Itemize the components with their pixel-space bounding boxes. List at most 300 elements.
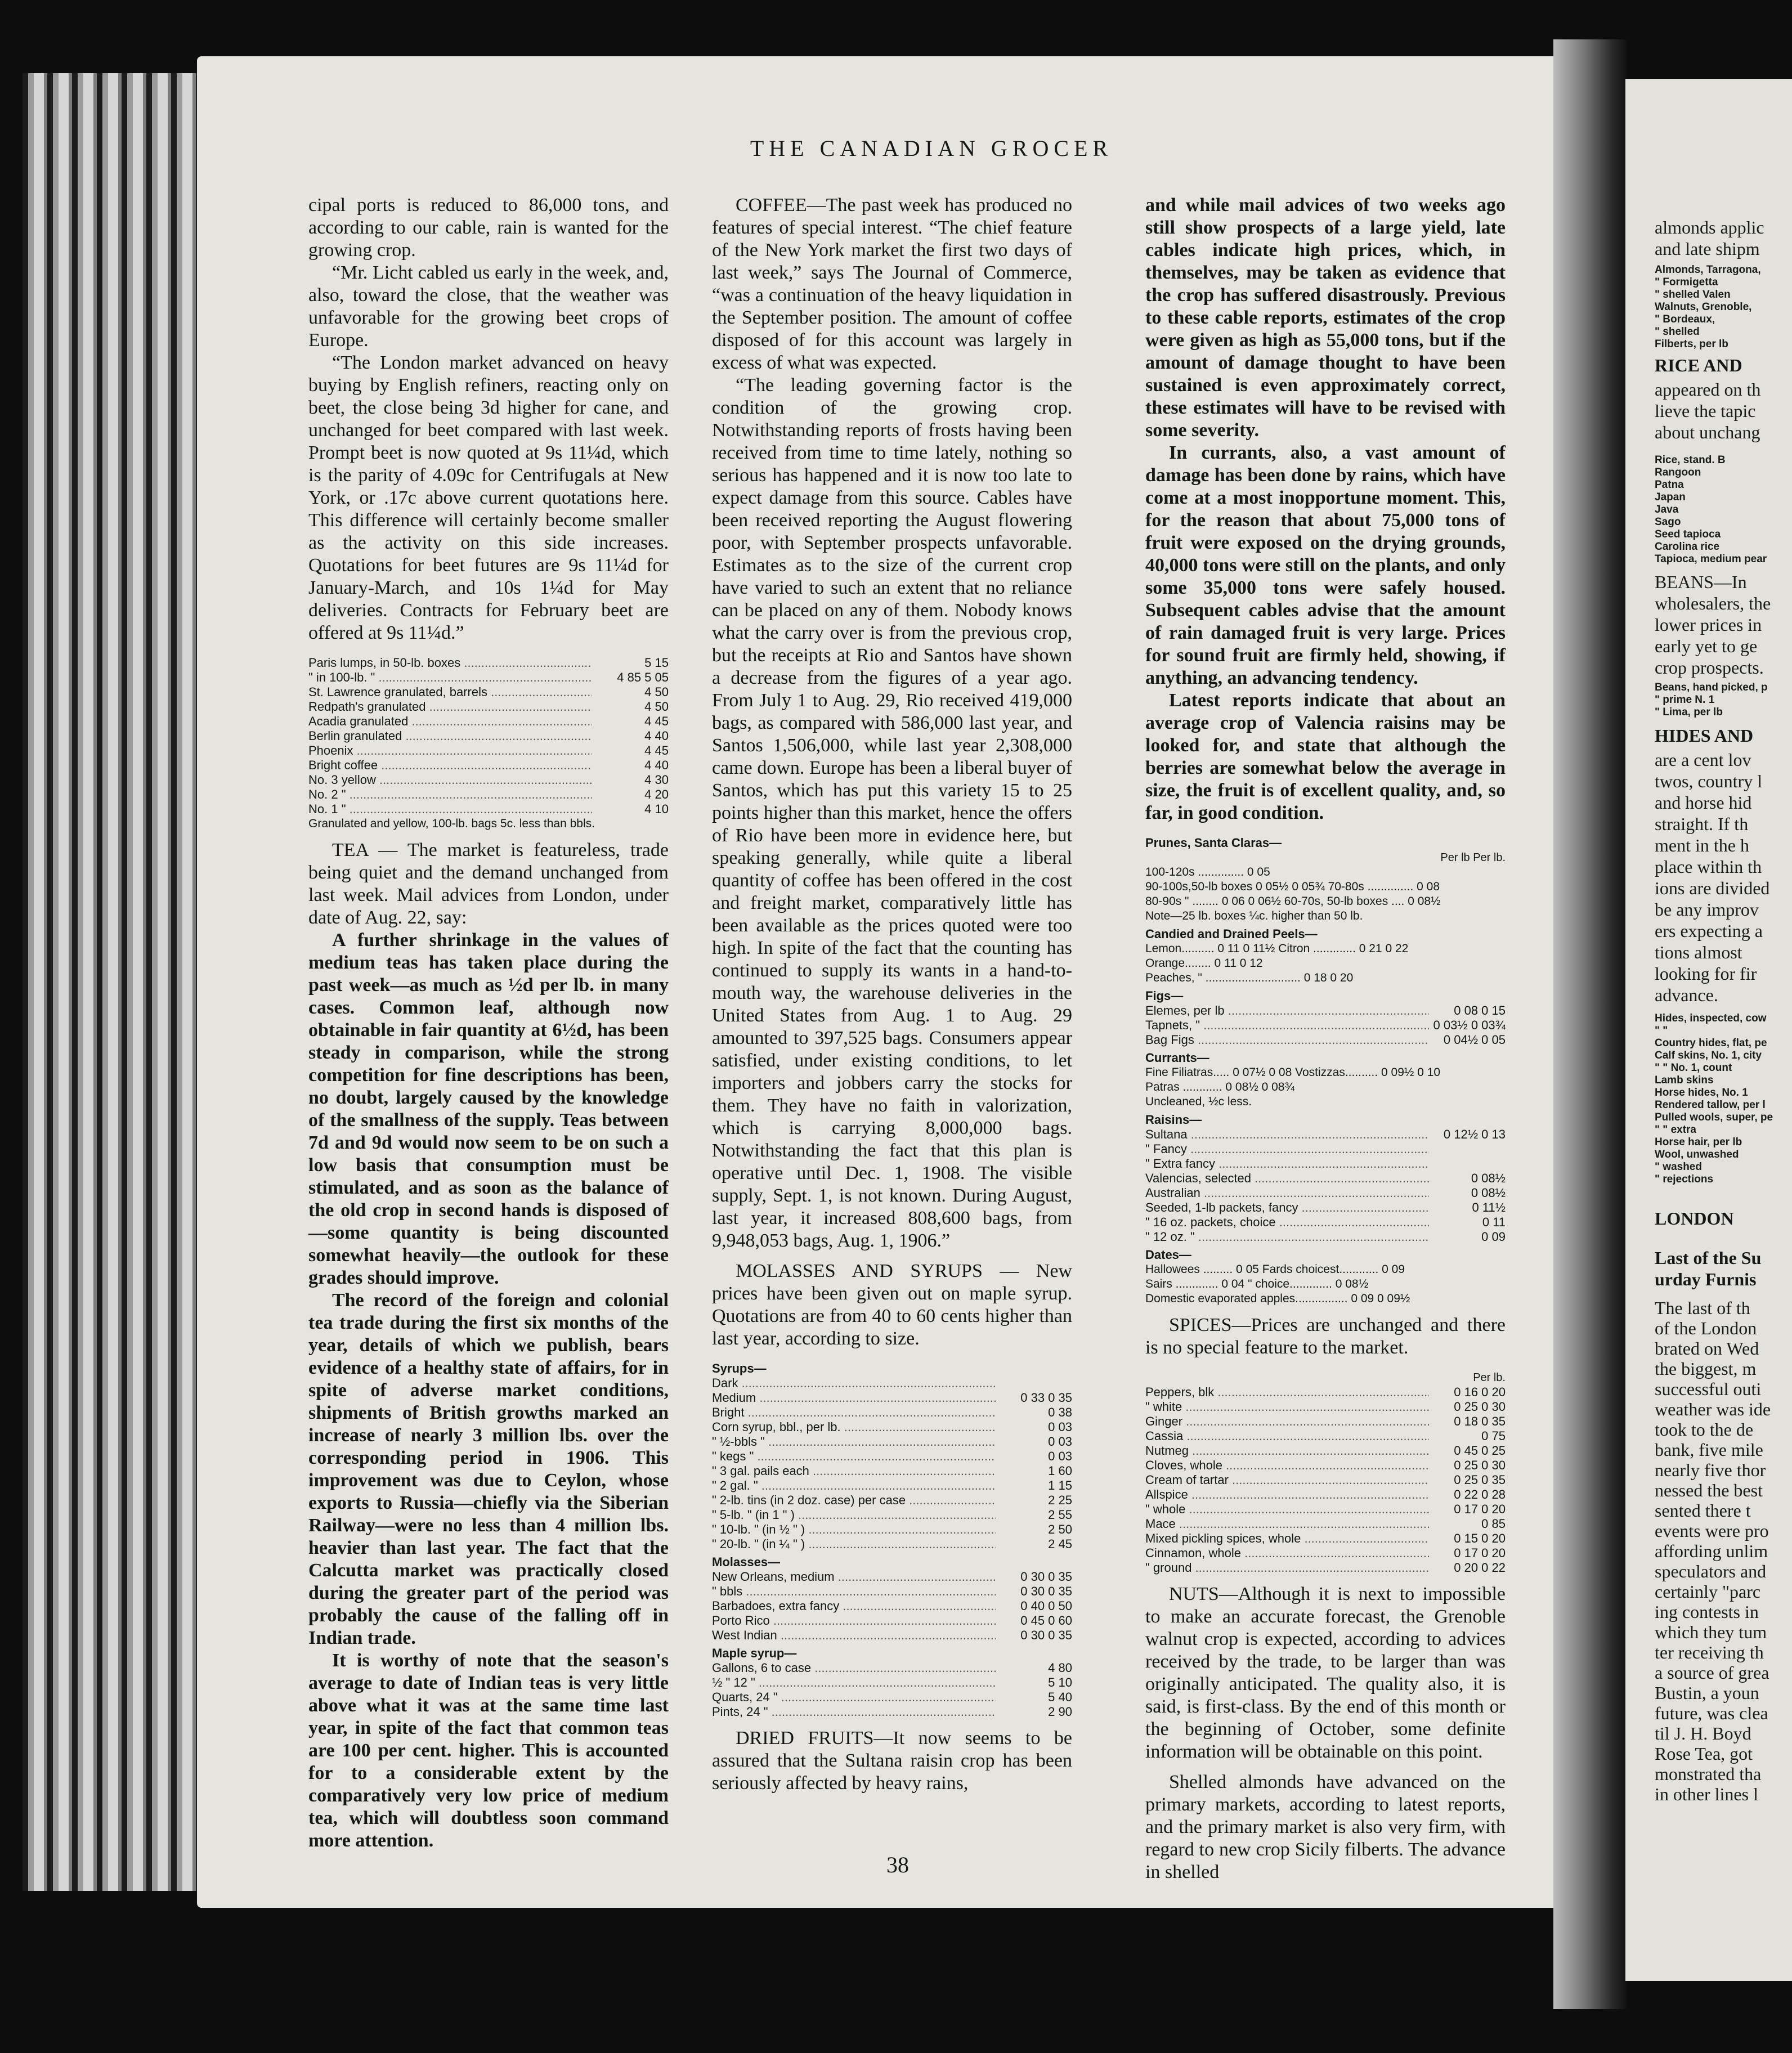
item-price: 2 50 [1048,1522,1072,1536]
row-text: 80-90s " ........ 0 06 0 06½ 60-70s, 50-lb boxes .... 0 08½ [1145,895,1441,908]
table-row [712,1628,1072,1643]
item-price: 0 11 [1482,1215,1506,1229]
item-price: 0 85 [1481,1517,1506,1531]
table-row [1145,971,1506,985]
item-name: Cloves, whole ..... [1145,1458,1429,1473]
section-heading: HIDES AND [1655,725,1754,746]
text-line: and horse hid [1655,792,1752,813]
item-name: Bag Figs ..... [1145,1033,1429,1047]
item-price: 0 08½ [1471,1186,1506,1200]
item-name: Quarts, 24 " ..... [712,1690,996,1705]
table-row [712,1613,1072,1628]
paragraph: cipal ports is reduced to 86,000 tons, and according to our cable, rain is wanted for the growing crop. [308,195,669,261]
row-text: Patras ............ 0 08½ 0 08¾ [1145,1081,1294,1093]
table-row [308,670,669,685]
item-price [1429,1157,1506,1171]
item-name: " 3 gal. pails each ..... [712,1464,996,1478]
table-heading: Candied and Drained Peels— [1145,927,1318,941]
price-line: Japan [1655,491,1686,503]
table-row [712,1405,1072,1420]
item-name: Dark ..... [712,1376,996,1391]
book-page-edges [23,73,203,1891]
table-heading: Maple syrup— [712,1646,797,1660]
item-price: 4 45 [644,743,669,757]
text-line: ment in the h [1655,835,1749,855]
item-name: Cassia ..... [1145,1429,1429,1444]
item-price: 4 45 [644,714,669,728]
price-line: Rangoon [1655,467,1701,478]
table-row [308,787,669,802]
table-heading: Dates— [1145,1248,1191,1262]
item-price: 4 85 5 05 [617,670,669,684]
item-name: Cream of tartar ..... [1145,1473,1429,1487]
text-line: sented there t [1655,1500,1751,1521]
table-row [1145,1561,1506,1575]
item-price: 1 15 [1048,1478,1072,1492]
table-row [1145,1065,1506,1080]
text-line: affording unlim [1655,1541,1768,1561]
spices-paragraph: SPICES—Prices are unchanged and there is no special feature to the market. [1145,1315,1506,1358]
item-name: Paris lumps, in 50-lb. boxes ..... [308,656,592,670]
price-line: " " No. 1, count [1655,1062,1732,1074]
text-line: successful outi [1655,1379,1762,1399]
item-name: Phoenix ..... [308,743,592,758]
table-row [308,802,669,817]
row-text: Lemon.......... 0 11 0 11½ Citron ............. 0 21 0 22 [1145,942,1409,955]
tea-paragraph: TEA — The market is featureless, trade being quiet and the demand unchanged from last week. Mail advices from London, under date of Aug. 22, say: [308,840,669,928]
table-row [1145,1186,1506,1200]
price-line: Seed tapioca [1655,528,1721,540]
text-line: and late shipm [1655,239,1760,259]
row-text: Sairs ............. 0 04 " choice............. 0 08½ [1145,1277,1369,1290]
text-line: speculators and [1655,1561,1767,1581]
item-name: Tapnets, " ..... [1145,1018,1429,1033]
table-row [712,1675,1072,1690]
price-line: Rendered tallow, per l [1655,1099,1766,1111]
text-line: wholesalers, the [1655,593,1771,613]
text-line: lower prices in [1655,615,1762,635]
item-name: Pints, 24 " ..... [712,1705,996,1719]
table-row [1145,1429,1506,1444]
item-price: 4 50 [644,700,669,714]
table-heading: Syrups— [712,1361,767,1375]
text-line: ions are divided [1655,878,1770,898]
item-name: ½ " 12 " ..... [712,1675,996,1690]
text-line: ing contests in [1655,1602,1759,1622]
item-price: 0 30 0 35 [1020,1584,1072,1598]
item-name: " ground ..... [1145,1561,1429,1575]
per-lb-label: Per lb. [1473,1371,1506,1384]
text-line: brated on Wed [1655,1338,1759,1359]
item-name: Bright ..... [712,1405,996,1420]
price-line: " " extra [1655,1124,1696,1136]
table-row [712,1508,1072,1522]
table-row [1145,1230,1506,1244]
price-line: " Bordeaux, [1655,313,1715,325]
text-line: monstrated tha [1655,1764,1762,1784]
item-price: 0 03 [1048,1449,1072,1463]
item-price: 2 90 [1048,1705,1072,1719]
item-name: Berlin granulated ..... [308,729,592,743]
right-page-fragment [1625,79,1792,1981]
item-price: 0 22 0 28 [1454,1487,1506,1501]
item-price: 0 25 0 30 [1454,1458,1506,1472]
item-price: 0 25 0 30 [1454,1400,1506,1414]
table-row [308,685,669,700]
text-line: Rose Tea, got [1655,1743,1753,1764]
item-name: Mixed pickling spices, whole ..... [1145,1531,1429,1546]
section-heading: RICE AND [1655,355,1742,375]
item-name: Elemes, per lb ..... [1145,1003,1429,1018]
item-price: 2 55 [1048,1508,1072,1522]
item-name: Seeded, 1-lb packets, fancy ..... [1145,1200,1429,1215]
item-name: " Extra fancy ..... [1145,1157,1429,1171]
table-row [1145,1531,1506,1546]
text-line: early yet to ge [1655,636,1758,656]
row-text: Orange........ 0 11 0 12 [1145,957,1263,970]
table-row [712,1522,1072,1537]
item-name: Redpath's granulated ..... [308,700,592,714]
item-price: 0 08 0 15 [1454,1003,1506,1017]
table-row [712,1661,1072,1675]
syrup-price-table [712,1361,1072,1719]
item-name: New Orleans, medium ..... [712,1570,996,1584]
table-row [1145,1215,1506,1230]
row-text: 100-120s .............. 0 05 [1145,866,1270,878]
item-price [996,1376,1072,1391]
section-heading: Last of the Su [1655,1248,1762,1268]
section-heading: LONDON [1655,1208,1734,1229]
item-name: Australian ..... [1145,1186,1429,1200]
page-number: 38 [886,1852,909,1877]
tea-quote-2: The record of the foreign and colonial tea trade during the first six months of the year, details of which we publish, bears evidence of a healthy state of affairs, for in spite of adverse market conditions, shipments of British growths marked an increase of nearly 3 million lbs. over the corresponding period in 1906. This improvement was due to Ceylon, whose exports to Russia—chiefly via the Siberian Railway—were no less than 4 million lbs. heavier than last year. The fact that the Calcutta market was practically closed during the greater part of the period was probably the cause of the falling off in Indian trade. [308,1290,669,1648]
table-row [1145,1458,1506,1473]
table-row [1145,1127,1506,1142]
item-price: 0 12½ 0 13 [1443,1127,1506,1141]
row-text: Uncleaned, ½c less. [1145,1095,1252,1108]
text-line: twos, country l [1655,771,1763,791]
table-row [1145,1171,1506,1186]
table-row [308,743,669,758]
item-price: 0 18 0 35 [1454,1414,1506,1428]
table-row [308,773,669,787]
table-row [1145,1262,1506,1277]
table-row [712,1478,1072,1493]
paragraph: and while mail advices of two weeks ago still show prospects of a large yield, late cables indicate high prices, which, in themselves, may be taken as evidence that the crop has suffered disastrously. Previous to these cable reports, estimates of the crop were given as high as 55,000 tons, but if the amount of damage thought to have been sustained is even approximately correct, these estimates will have to be revised with some severity. [1145,195,1506,441]
table-row [308,729,669,743]
table-row [712,1570,1072,1584]
table-row [1145,1080,1506,1095]
table-row [1145,1400,1506,1414]
item-name: No. 2 " ..... [308,787,592,802]
text-line: place within th [1655,857,1762,877]
table-row [308,714,669,729]
table-row [1145,1200,1506,1215]
item-price: 0 16 0 20 [1454,1385,1506,1399]
item-name: Allspice ..... [1145,1487,1429,1502]
item-name: " 2 gal. " ..... [712,1478,996,1493]
spices-price-table [1145,1370,1506,1575]
item-name: Bright coffee ..... [308,758,592,773]
text-line: events were pro [1655,1521,1769,1541]
item-price: 4 30 [644,773,669,787]
table-row [308,700,669,714]
table-row [308,758,669,773]
price-line: " " [1655,1025,1668,1037]
item-name: Medium ..... [712,1391,996,1405]
price-line: Patna [1655,479,1684,491]
column-1 [308,194,669,1852]
text-line: appeared on th [1655,379,1761,400]
item-price: 0 09 [1481,1230,1506,1244]
item-price: 5 10 [1048,1675,1072,1689]
table-row [1145,894,1506,909]
table-row [712,1705,1072,1719]
item-name: No. 3 yellow ..... [308,773,592,787]
item-price: 5 40 [1048,1690,1072,1704]
item-price: 0 17 0 20 [1454,1502,1506,1516]
price-line: Country hides, flat, pe [1655,1037,1767,1049]
item-price: 0 15 0 20 [1454,1531,1506,1545]
item-name: " whole ..... [1145,1502,1429,1517]
item-name: " 12 oz. " ..... [1145,1230,1429,1244]
item-price: 0 38 [1048,1405,1072,1419]
table-row [712,1449,1072,1464]
item-name: Porto Rico ..... [712,1613,996,1628]
item-price: 0 03½ 0 03¾ [1433,1018,1506,1032]
coffee-quote: “The leading governing factor is the condition of the growing crop. Notwithstanding reports of frosts having been received from time to time lately, nothing so serious has happened and it is now too late to expect damage from this source. Cables have been received reporting the August flowering poor, with September prospects unfavorable. Estimates as to the size of the current crop have varied to such an extent that no reliance can be placed on any of them. Nobody knows what the carry over is from the previous crop, but the receipts at Rio and Santos have shown a decrease from the figures of a year ago. From July 1 to Aug. 29, Rio received 419,000 bags, as compared with 586,000 last year, and Santos 1,506,000, while last year 2,308,000 came down. Europe has been a liberal buyer of Santos, which has put this variety 15 to 25 points higher than this market, hence the offers of Rio have been more in evidence here, but speaking generally, while quite a liberal quantity of coffee has been offered in the cost and freight market, comparatively little has been available as the prices quoted were too high. In spite of the fact that the counting has continued to supply its wants in a hand-to-mouth way, the warehouse deliveries in the United States from Aug. 1 to Aug. 29 amounted to 397,525 bags. Consumers appear satisfied, under existing conditions, to let importers and jobbers carry the stocks for them. They have no faith in valorization, which is carrying 8,000,000 bags. Notwithstanding the fact that this plan is operative until Dec. 1, 1908. The visible supply, Sept. 1, is not known. During August, last year, it increased 808,600 bags, from 9,948,053 bags, Aug. 1, 1906.” [712,375,1072,1251]
price-line: Pulled wools, super, pe [1655,1111,1773,1123]
item-price: 0 03 [1048,1420,1072,1434]
item-price: 4 20 [644,787,669,801]
table-row [1145,1095,1506,1109]
table-row [1145,1473,1506,1487]
item-name: " kegs " ..... [712,1449,996,1464]
price-line: Rice, stand. B [1655,454,1726,466]
table-row [1145,1142,1506,1157]
text-line: about unchang [1655,422,1760,442]
text-line: bank, five mile [1655,1440,1763,1460]
table-row [712,1464,1072,1478]
row-text: Peaches, " ............................. 0 18 0 20 [1145,971,1354,984]
paragraph: In currants, also, a vast amount of damage has been done by rains, which have come at a most inopportune moment. This, for the reason that about 75,000 tons of fruit were exposed on the drying grounds, 40,000 tons were still on the plants, and only some 35,000 tons were safely housed. Subsequent cables advise that the amount of rain damaged fruit is very large. Prices for sound fruit are firmly held, showing, if anything, an advancing tendency. [1145,442,1506,688]
row-text: Hallowees ......... 0 05 Fards choicest............ 0 09 [1145,1263,1405,1276]
table-row [1145,1277,1506,1292]
item-price: 0 75 [1481,1429,1506,1443]
item-name: " 20-lb. " (in ¼ " ) ..... [712,1537,996,1552]
coffee-paragraph: COFFEE—The past week has produced no features of special interest. “The chief feature of the New York market the first two days of last week,” says The Journal of Commerce, “was a continuation of the heavy liquidation in the September position. The amount of coffee disposed of for this account was largely in excess of what was expected. [712,195,1072,373]
item-price: 0 04½ 0 05 [1443,1033,1506,1047]
item-price: 0 33 0 35 [1020,1391,1072,1405]
price-line: " shelled [1655,326,1700,338]
paragraph: Latest reports indicate that about an average crop of Valencia raisins may be looked for, and state that although the berries are somewhat below the average in size, the fruit is of excellent quality, and, so far, in good condition. [1145,690,1506,823]
text-line: Bustin, a youn [1655,1683,1759,1703]
sugar-price-table [308,656,669,831]
paragraph: “Mr. Licht cabled us early in the week, and, also, toward the close, that the weather was unfavorable for the growing beet crops of Europe. [308,262,669,351]
paragraph: “The London market advanced on heavy buying by English refiners, reacting only on beet, the close being 3d higher for cane, and unchanged for beet compared with last week. Prompt beet is now quoted at 9s 11¼d, which is the parity of 4.09c for Centrifugals at New York, or .17c above current quotations here. This difference will certainly become smaller as the activity on this side increases. Quotations for beet futures are 9s 11¼d for January-March, and 10s 1¼d for May deliveries. Contracts for February beet are offered at 9s 11¼d.” [308,352,669,643]
text-line: the biggest, m [1655,1359,1757,1379]
table-row [1145,1517,1506,1531]
price-line: Walnuts, Grenoble, [1655,301,1752,313]
item-price: 4 80 [1048,1661,1072,1675]
item-price: 5 15 [644,656,669,670]
text-line: tions almost [1655,942,1742,962]
item-name: Barbadoes, extra fancy ..... [712,1599,996,1613]
price-line: Java [1655,504,1679,516]
text-line: crop prospects. [1655,657,1764,678]
text-line: nearly five thor [1655,1460,1766,1480]
text-line: The last of th [1655,1298,1750,1318]
dried-fruits-paragraph: DRIED FRUITS—It now seems to be assured that the Sultana raisin crop has been seriously affected by heavy rains, [712,1728,1072,1794]
table-row [1145,1546,1506,1561]
section-heading: urday Furnis [1655,1269,1757,1289]
item-price: 0 17 0 20 [1454,1546,1506,1560]
item-price: 0 30 0 35 [1020,1628,1072,1642]
price-line: " Lima, per lb [1655,706,1723,718]
tea-quote-1: A further shrinkage in the values of medium teas has taken place during the past week—as much as ½d per lb. in many cases. Common leaf, although now obtainable in fair quantity at 6½d, has been steady in comparison, while the strong competition for fine descriptions has been, no doubt, largely caused by the knowledge of the smallness of the supply. Teas between 7d and 9d would now seem to be on such a low basis that consumption must be stimulated, and as soon as the balance of the old crop in second hands is disposed of—some quantity is being discounted somewhat heavily—the outlook for these grades should improve. [308,930,669,1288]
table-heading: Figs— [1145,989,1184,1003]
table-heading: Raisins— [1145,1113,1202,1127]
table-row [712,1376,1072,1391]
table-row [1145,880,1506,894]
tea-quote-3: It is worthy of note that the season's average to date of Indian teas is very little above what it was at the same time last year, in spite of the fact that common teas are 100 per cent. higher. This is accounted for to a considerable extent by the comparatively very low price of medium tea, which will doubtless soon command more attention. [308,1650,669,1851]
table-row [712,1599,1072,1613]
table-row [1145,1502,1506,1517]
column-2 [712,194,1072,1795]
table-row [1145,1444,1506,1458]
per-lb-label: Per lb Per lb. [1440,851,1506,864]
item-name: St. Lawrence granulated, barrels ..... [308,685,592,700]
text-line: ter receiving th [1655,1642,1764,1662]
table-note: Granulated and yellow, 100-lb. bags 5c. less than bbls. [308,817,595,830]
table-row [712,1391,1072,1405]
text-line: til J. H. Boyd [1655,1723,1751,1743]
item-name: Gallons, 6 to case ..... [712,1661,996,1675]
price-line: Lamb skins [1655,1074,1714,1086]
text-line: a source of grea [1655,1662,1769,1683]
item-name: " 10-lb. " (in ½ " ) ..... [712,1522,996,1537]
item-price: 0 30 0 35 [1020,1570,1072,1584]
price-line: " washed [1655,1161,1702,1173]
table-row [1145,942,1506,956]
almonds-paragraph: Shelled almonds have advanced on the primary markets, according to latest reports, and the primary market is also very firm, with regard to new crop Sicily filberts. The advance in shelled [1145,1772,1506,1882]
table-row [1145,1018,1506,1033]
running-head: THE CANADIAN GROCER [750,136,1113,161]
item-name: Cinnamon, whole ..... [1145,1546,1429,1561]
item-name: Corn syrup, bbl., per lb. ..... [712,1420,996,1435]
item-name: Mace ..... [1145,1517,1429,1531]
item-price [1429,1142,1506,1157]
price-line: Beans, hand picked, p [1655,682,1768,693]
item-name: " in 100-lb. " ..... [308,670,592,685]
price-line: " prime N. 1 [1655,694,1715,706]
text-line: weather was ide [1655,1399,1771,1419]
price-line: Filberts, per lb [1655,338,1728,350]
item-name: " 16 oz. packets, choice ..... [1145,1215,1429,1230]
text-line: straight. If th [1655,814,1749,834]
table-row [1145,1157,1506,1171]
item-name: Sultana ..... [1145,1127,1429,1142]
item-price: 0 08½ [1471,1171,1506,1185]
price-line: Tapioca, medium pear [1655,553,1767,565]
item-price: 2 25 [1048,1493,1072,1507]
text-line: almonds applic [1655,217,1764,237]
price-line: Horse hides, No. 1 [1655,1087,1748,1099]
price-line: Wool, unwashed [1655,1149,1739,1160]
item-name: " 5-lb. " (in 1 " ) ..... [712,1508,996,1522]
text-line: be any improv [1655,899,1759,920]
item-name: " bbls ..... [712,1584,996,1599]
row-text: Note—25 lb. boxes ¼c. higher than 50 lb. [1145,909,1363,922]
price-line: Horse hair, per lb [1655,1136,1742,1148]
table-row [712,1584,1072,1599]
item-price: 0 11½ [1472,1200,1506,1214]
item-price: 4 40 [644,729,669,743]
text-line: in other lines l [1655,1784,1758,1804]
text-line: nessed the best [1655,1480,1763,1500]
text-line: looking for fir [1655,963,1757,984]
table-row [1145,1292,1506,1306]
table-row [712,1493,1072,1508]
table-row [1145,956,1506,971]
item-price: 1 60 [1048,1464,1072,1478]
item-name: Peppers, blk ..... [1145,1385,1429,1400]
nuts-paragraph: NUTS—Although it is next to impossible to make an accurate forecast, the Grenoble walnut crop is expected, according to advices received by the trade, to be larger than was originally anticipated. The quality also, it is said, is first-class. By the end of this month or the beginning of October, some definite information will be obtainable on this point. [1145,1584,1506,1762]
item-name: Valencias, selected ..... [1145,1171,1429,1186]
table-heading: Currants— [1145,1051,1209,1065]
item-price: 0 20 0 22 [1454,1561,1506,1575]
text-line: took to the de [1655,1419,1754,1440]
text-line: of the London [1655,1318,1757,1338]
item-name: Nutmeg ..... [1145,1444,1429,1458]
item-price: 0 45 0 25 [1454,1444,1506,1458]
item-name: No. 1 " ..... [308,802,592,817]
table-row [712,1435,1072,1449]
text-line: which they tum [1655,1622,1767,1642]
item-name: " 2-lb. tins (in 2 doz. case) per case ..... [712,1493,996,1508]
book-gutter [1553,39,1627,2009]
text-line: ers expecting a [1655,921,1763,941]
price-line: " Formigetta [1655,276,1718,288]
text-line: are a cent lov [1655,750,1751,770]
row-text: Domestic evaporated apples................ 0 09 0 09½ [1145,1292,1410,1305]
table-row [308,656,669,670]
table-row [1145,865,1506,880]
item-price: 4 50 [644,685,669,699]
price-line: Sago [1655,516,1681,528]
table-row [1145,1003,1506,1018]
table-row [712,1690,1072,1705]
item-price: 0 25 0 35 [1454,1473,1506,1487]
price-line: Hides, inspected, cow [1655,1012,1767,1024]
row-text: 90-100s,50-lb boxes 0 05½ 0 05¾ 70-80s .............. 0 08 [1145,880,1440,893]
item-price: 4 10 [644,802,669,816]
item-price: 4 40 [644,758,669,772]
table-row [1145,1385,1506,1400]
table-row [1145,1487,1506,1502]
text-line: advance. [1655,985,1718,1005]
table-heading: Prunes, Santa Claras— [1145,836,1282,850]
molasses-paragraph: MOLASSES AND SYRUPS — New prices have been given out on maple syrup. Quotations are from 40 to 60 cents higher than last year, according to size. [712,1261,1072,1349]
price-line: Calf skins, No. 1, city [1655,1050,1762,1061]
text-line: BEANS—In [1655,572,1747,592]
table-row [712,1537,1072,1552]
item-name: West Indian ..... [712,1628,996,1643]
table-row [1145,1033,1506,1047]
item-price: 0 03 [1048,1435,1072,1449]
price-line: " rejections [1655,1173,1714,1185]
price-line: " shelled Valen [1655,289,1731,301]
